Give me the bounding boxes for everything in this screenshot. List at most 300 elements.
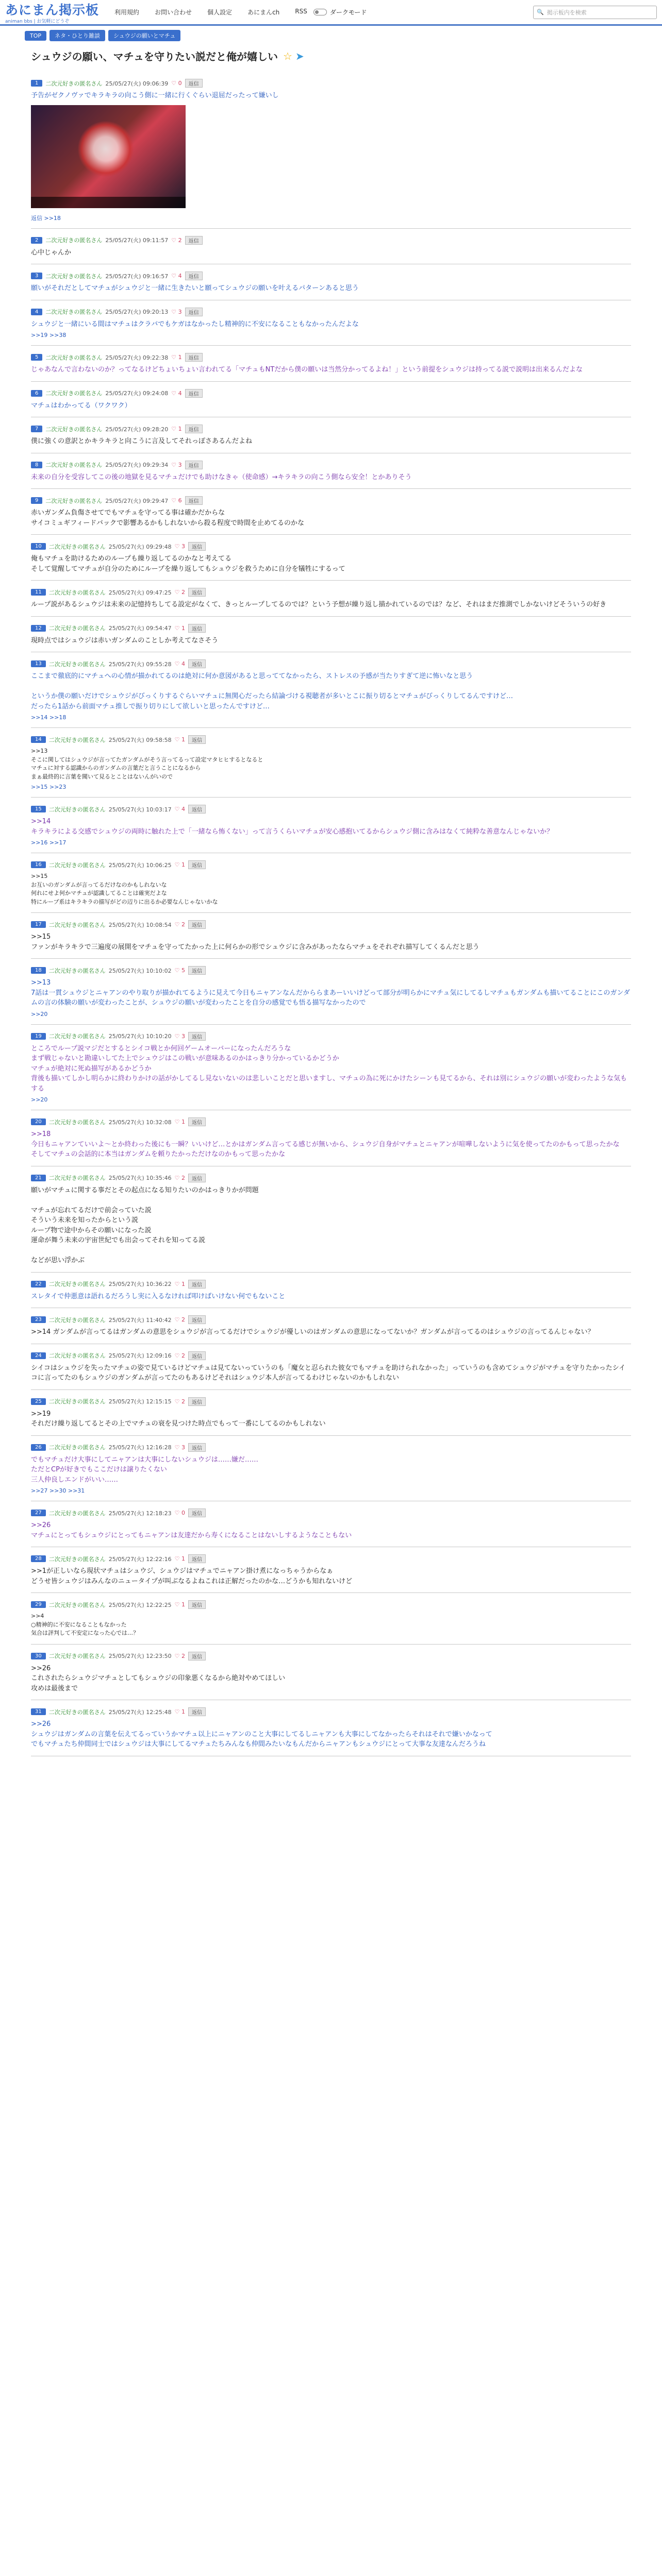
post-body: >>15 ファンがキラキラで三遍度の展開をマチュを守ってたかった上に何らかの形でシュウジに含みがあったならマチュをそれぞれ描写してくるんだと思う (31, 933, 479, 951)
reply-button[interactable]: 返信 (188, 1032, 206, 1041)
post-header (31, 1117, 631, 1126)
post-header (31, 1509, 631, 1517)
poster-name: 二次元好きの匿名さん (45, 390, 103, 397)
poster-name: 二次元好きの匿名さん (48, 736, 106, 743)
post (31, 1110, 631, 1166)
post (31, 300, 631, 346)
like-button[interactable]: ♡ 1 (174, 624, 185, 632)
poster-name: 二次元好きの匿名さん (45, 497, 103, 504)
post-header (31, 624, 631, 633)
post-body: >>14 キラキラによる交感でシュウジの両時に触れた上で「一緒なら怖くない」って言うくらいマチュが安心感抱いてるからシュウジ側に含みはなくて純粋な善意なんじゃないか？ (31, 818, 554, 836)
like-button[interactable]: ♡ 3 (174, 1444, 185, 1451)
post-body: >>19 それだけ繰り返してるとその上でマチュの衰を見つけた時点でもって一番にしてるのかもしれない (31, 1410, 326, 1428)
post-date: 25/05/27(火) 10:10:02 (108, 967, 172, 974)
post-date: 25/05/27(火) 09:54:47 (108, 625, 172, 632)
logo-text[interactable]: あにまん掲示板 (5, 3, 100, 18)
post (31, 798, 631, 853)
like-count: 2 (181, 589, 185, 596)
logo-subtitle: animan bbs | お気軽にどうぞ (5, 19, 70, 24)
post-number[interactable]: 8 (31, 462, 42, 468)
like-button[interactable]: ♡ 1 (174, 1555, 185, 1562)
post (31, 728, 631, 798)
like-count: 2 (181, 1398, 185, 1405)
post-number[interactable]: 2 (31, 237, 42, 244)
post (31, 652, 631, 728)
post-date: 25/05/27(火) 12:15:15 (108, 1398, 172, 1405)
reply-button[interactable]: 返信 (188, 1280, 206, 1289)
reply-anchors[interactable]: >>14 >>18 (31, 714, 67, 721)
reply-button[interactable]: 返信 (188, 805, 206, 814)
post-date: 25/05/27(火) 10:08:54 (108, 921, 172, 928)
post (31, 453, 631, 489)
like-button[interactable]: ♡ 1 (174, 1118, 185, 1125)
like-count: 5 (181, 967, 185, 974)
post-number[interactable]: 1 (31, 80, 42, 87)
post-number[interactable]: 21 (31, 1175, 46, 1181)
post (31, 1700, 631, 1756)
like-count: 6 (178, 497, 182, 504)
like-button[interactable]: ♡ 2 (174, 589, 185, 596)
post-body: シュウジと一緒にいる間はマチュはクラバでもケガはなかったし精神的に不安になることもなかったんだよな (31, 320, 359, 328)
post-number[interactable]: 26 (31, 1444, 46, 1451)
post-date: 25/05/27(火) 10:36:22 (108, 1281, 172, 1287)
reply-button[interactable]: 返信 (188, 1652, 206, 1660)
post (31, 535, 631, 581)
poster-name: 二次元好きの匿名さん (48, 1444, 106, 1451)
reply-button[interactable]: 返信 (185, 308, 203, 316)
post-number[interactable]: 10 (31, 543, 46, 550)
post (31, 1308, 631, 1344)
post-header (31, 966, 631, 975)
poster-name: 二次元好きの匿名さん (48, 967, 106, 974)
post-date: 25/05/27(火) 10:06:25 (108, 861, 172, 869)
like-count: 1 (181, 1118, 185, 1125)
thread-title-bar (31, 48, 631, 63)
like-button[interactable]: ♡ 4 (174, 660, 185, 667)
dark-mode-label: ダークモード (329, 9, 367, 16)
like-button[interactable]: ♡ 1 (174, 1708, 185, 1715)
post-date: 25/05/27(火) 09:29:34 (105, 462, 169, 468)
poster-name: 二次元好きの匿名さん (48, 1033, 106, 1040)
like-count: 2 (181, 1652, 185, 1659)
post-number[interactable]: 28 (31, 1555, 46, 1562)
reply-button[interactable]: 返信 (188, 920, 206, 929)
post (31, 1166, 631, 1273)
post (31, 72, 631, 229)
like-button[interactable]: ♡ 4 (171, 273, 182, 279)
nav-item[interactable]: あにまんch (247, 9, 280, 16)
like-button[interactable]: ♡ 3 (174, 543, 185, 550)
post (31, 959, 631, 1025)
post (31, 853, 631, 913)
post-date: 25/05/27(火) 12:25:48 (108, 1708, 172, 1716)
post-body: じゃあなんで言わないのか？ってなるけどちょいちょい言われてる「マチュもNTだから僕の願いは当然分かってるよね！」という前提をシュウジは持ってる説で説明は出来るんだよな (31, 366, 583, 374)
post-date: 25/05/27(火) 09:24:08 (105, 390, 169, 397)
search-icon: 🔍 (537, 9, 544, 15)
reply-button[interactable]: 返信 (188, 1443, 206, 1452)
reply-button[interactable]: 返信 (188, 1351, 206, 1360)
post (31, 913, 631, 959)
post-number[interactable]: 30 (31, 1653, 46, 1659)
nav-item[interactable]: 個人設定 (207, 9, 233, 16)
like-count: 2 (181, 1352, 185, 1359)
like-button[interactable]: ♡ 1 (171, 426, 182, 432)
post (31, 1547, 631, 1593)
reply-anchors[interactable]: 返信 >>18 (31, 214, 61, 222)
post-header (31, 588, 631, 597)
post-number[interactable]: 27 (31, 1510, 46, 1516)
post-date: 25/05/27(火) 09:55:28 (108, 660, 172, 668)
like-button[interactable]: ♡ 6 (171, 497, 182, 504)
post (31, 264, 631, 300)
like-button[interactable]: ♡ 2 (174, 1398, 185, 1405)
reply-button[interactable]: 返信 (185, 236, 203, 245)
post-header (31, 1174, 631, 1182)
post-date: 25/05/27(火) 09:16:57 (105, 273, 169, 280)
post-number[interactable]: 20 (31, 1118, 46, 1125)
post-date: 25/05/27(火) 10:35:46 (108, 1175, 172, 1181)
reply-button[interactable]: 返信 (188, 1509, 206, 1517)
post-number[interactable]: 24 (31, 1352, 46, 1359)
post-number[interactable]: 19 (31, 1033, 46, 1040)
dark-mode-toggle[interactable] (313, 8, 367, 16)
like-button[interactable]: ♡ 2 (174, 1316, 185, 1323)
like-button[interactable]: ♡ 2 (174, 921, 185, 928)
post-date: 25/05/27(火) 09:47:25 (108, 589, 172, 596)
poster-name: 二次元好きの匿名さん (48, 1555, 106, 1563)
post-body: >>26 マチュにとってもシュウジにとってもニャアンは友達だから寿くになることはないしするようなこともない (31, 1521, 352, 1539)
post-number[interactable]: 7 (31, 426, 42, 432)
post-header (31, 308, 631, 316)
post-number[interactable]: 6 (31, 390, 42, 397)
like-count: 4 (181, 660, 185, 667)
like-count: 1 (178, 426, 182, 432)
reply-button[interactable]: 返信 (185, 461, 203, 469)
top-bar (0, 0, 662, 26)
post-body: >>4 ○精神的に不安になることもなかった 気合は評判して不安定になった心では…？ (31, 1613, 139, 1636)
like-count: 3 (181, 543, 185, 550)
post-header (31, 272, 631, 280)
poster-name: 二次元好きの匿名さん (48, 1398, 106, 1405)
poster-name: 二次元好きの匿名さん (48, 625, 106, 632)
post-header (31, 1443, 631, 1452)
search-box[interactable] (533, 6, 657, 19)
like-button[interactable]: ♡ 2 (174, 1352, 185, 1359)
like-count: 3 (178, 461, 182, 468)
post (31, 1436, 631, 1502)
poster-name: 二次元好きの匿名さん (45, 462, 103, 468)
poster-name: 二次元好きの匿名さん (48, 921, 106, 928)
nav-item[interactable]: お問い合わせ (155, 9, 192, 16)
post-body: >>1が正しいなら現状マチュはシュウジ、シュウジはマチュでニャアン掛け煮になっちゃうからなぁ どうせ皆シュウジはみんなのニュータイプが叫ぶなるよねこれは正解だったのかな…どうかも知れないけど (31, 1567, 353, 1585)
post-date: 25/05/27(火) 12:18:23 (108, 1510, 172, 1517)
post-date: 25/05/27(火) 09:06:39 (105, 80, 169, 87)
post-header (31, 735, 631, 744)
reply-button[interactable]: 返信 (188, 659, 206, 668)
post (31, 1025, 631, 1111)
reply-button[interactable]: 返信 (188, 735, 206, 744)
poster-name: 二次元好きの匿名さん (48, 543, 106, 550)
post-date: 25/05/27(火) 09:28:20 (105, 426, 169, 433)
like-count: 1 (181, 736, 185, 743)
post-number[interactable]: 23 (31, 1316, 46, 1323)
like-count: 1 (181, 1555, 185, 1562)
poster-name: 二次元好きの匿名さん (45, 237, 103, 244)
post-date: 25/05/27(火) 09:29:48 (108, 543, 172, 550)
post-number[interactable]: 29 (31, 1601, 46, 1608)
post-header (31, 1280, 631, 1289)
post-date: 25/05/27(火) 12:23:50 (108, 1653, 172, 1659)
reply-button[interactable]: 返信 (188, 1707, 206, 1716)
breadcrumb (0, 26, 662, 45)
page-title: シュウジの願い、マチュを守りたい説だと俺が嬉しい (31, 50, 278, 63)
post-body: 願いがそれだとしてマチュがシュウジと一緒に生きたいと願ってシュウジの願いを叶えるパターンあると思う (31, 284, 359, 292)
search-input[interactable]: 掲示板内を検索 (547, 9, 587, 16)
post-body: 赤いガンダム負傷させてでもマチュを守ってる事は確かだからな サイコミュギフィードバックで影響あるかもしれないから殺る程度で時間を止めてるのかな (31, 509, 305, 527)
like-count: 2 (181, 1316, 185, 1323)
post-body: >>14 ガンダムが言ってるはガンダムの意思をシュウジが言ってるだけでシュウジが優しいのはガンダムの意思になってないか？ガンダムが言ってるのはシュウジの言ってるんじゃない？ (31, 1328, 594, 1336)
like-count: 4 (181, 806, 185, 812)
post-date: 25/05/27(火) 12:09:16 (108, 1352, 172, 1359)
post-number[interactable]: 4 (31, 309, 42, 315)
site-logo[interactable] (5, 0, 99, 24)
poster-name: 二次元好きの匿名さん (48, 660, 106, 668)
like-count: 3 (178, 308, 182, 315)
poster-name: 二次元好きの匿名さん (48, 1281, 106, 1287)
reply-button[interactable]: 返信 (185, 272, 203, 280)
post-body: でもマチュだけ大事にしてニャアンは大事にしないシュウジは……嫌だ…… ただとCPが好きでもここだけは譲りたくない 三人仲良しエンドがいい…… (31, 1455, 258, 1484)
top-nav (114, 8, 307, 16)
post-body: 俺もマチュを助けるためのループも繰り返してるのかなと考えてる そして覚醒してマチュが自分のためにループを繰り返してもシュウジを救うために自分を犠牲にするって (31, 555, 345, 573)
like-count: 2 (181, 921, 185, 928)
reply-button[interactable]: 返信 (188, 1117, 206, 1126)
poster-name: 二次元好きの匿名さん (48, 1316, 106, 1324)
poster-name: 二次元好きの匿名さん (48, 1653, 106, 1659)
post-number[interactable]: 12 (31, 625, 46, 632)
reply-button[interactable]: 返信 (188, 1174, 206, 1182)
post-date: 25/05/27(火) 09:11:57 (105, 237, 169, 244)
post-header (31, 461, 631, 469)
like-button[interactable]: ♡ 4 (171, 389, 182, 397)
post-date: 25/05/27(火) 09:20:13 (105, 309, 169, 315)
share-icon[interactable]: ➤ (295, 49, 304, 62)
post (31, 417, 631, 453)
like-count: 1 (181, 861, 185, 868)
reply-button[interactable]: 返信 (185, 389, 203, 398)
post-number[interactable]: 5 (31, 354, 42, 361)
like-count: 1 (181, 1708, 185, 1715)
poster-name: 二次元好きの匿名さん (48, 1118, 106, 1126)
post (31, 382, 631, 418)
thread-content (0, 48, 662, 1756)
post (31, 229, 631, 265)
post-header (31, 542, 631, 551)
star-icon[interactable]: ☆ (283, 49, 292, 62)
reply-button[interactable]: 返信 (188, 966, 206, 975)
post (31, 1645, 631, 1701)
reply-anchors[interactable]: >>16 >>17 (31, 839, 67, 846)
post-body: マチュはわかってる（ワクワク） (31, 401, 131, 410)
like-count: 0 (178, 80, 182, 87)
reply-button[interactable]: 返信 (188, 1554, 206, 1563)
post-number[interactable]: 9 (31, 497, 42, 504)
post-header (31, 496, 631, 505)
post-body: >>13 7話は一貫シュウジとニャアンのやり取りが描かれてるように見えて今日もニャアンなんだかららまあーいいけどって部分が明らかにマチュ気にしてるしマチュもガンダムも描いてることにこのガンダムの言の体験の願いが変わったことが、シュウジの願いが変わったことを自分の感覚でも悟る描写なかったので (31, 979, 630, 1007)
like-count: 2 (178, 236, 182, 244)
post-header (31, 1351, 631, 1360)
like-button[interactable]: ♡ 1 (174, 1280, 185, 1287)
poster-name: 二次元好きの匿名さん (48, 1352, 106, 1359)
nav-item[interactable]: 利用規約 (114, 9, 140, 16)
post-number[interactable]: 14 (31, 736, 46, 743)
like-button[interactable]: ♡ 1 (174, 861, 185, 868)
like-button[interactable]: ♡ 2 (174, 1174, 185, 1181)
poster-name: 二次元好きの匿名さん (45, 354, 103, 361)
like-count: 2 (181, 1174, 185, 1181)
like-button[interactable]: ♡ 1 (171, 354, 182, 361)
like-count: 1 (181, 1280, 185, 1287)
post (31, 1344, 631, 1390)
like-button[interactable]: ♡ 5 (174, 967, 185, 974)
like-count: 4 (178, 273, 182, 279)
reply-anchors[interactable]: >>15 >>23 (31, 784, 67, 790)
post-number[interactable]: 3 (31, 273, 42, 279)
poster-name: 二次元好きの匿名さん (48, 1708, 106, 1716)
poster-name: 二次元好きの匿名さん (45, 309, 103, 315)
reply-button[interactable]: 返信 (188, 860, 206, 869)
post-date: 25/05/27(火) 10:03:17 (108, 806, 172, 813)
post-body: 未来の自分を受容してこの後の地獄を見るマチュだけでも助けなきゃ（使命感）→キラキラの向こう側なら安全！とかありそう (31, 473, 412, 481)
post-header (31, 805, 631, 814)
post-date: 25/05/27(火) 10:32:08 (108, 1118, 172, 1126)
like-button[interactable]: ♡ 3 (174, 1032, 185, 1040)
post-header (31, 659, 631, 668)
post-header (31, 1707, 631, 1716)
poster-name: 二次元好きの匿名さん (48, 806, 106, 813)
post-header (31, 920, 631, 929)
reply-anchors[interactable]: >>20 (31, 1096, 48, 1103)
post-header (31, 389, 631, 398)
post-number[interactable]: 22 (31, 1281, 46, 1287)
like-button[interactable]: ♡ 1 (174, 1601, 185, 1608)
reply-anchors[interactable]: >>19 >>38 (31, 332, 67, 338)
reply-button[interactable]: 返信 (188, 1315, 206, 1324)
post-date: 25/05/27(火) 12:16:28 (108, 1444, 172, 1451)
post-number[interactable]: 18 (31, 967, 46, 974)
post-header (31, 425, 631, 433)
poster-name: 二次元好きの匿名さん (45, 426, 103, 433)
post-date: 25/05/27(火) 09:29:47 (105, 497, 169, 504)
breadcrumb-item[interactable]: TOP (25, 31, 46, 41)
like-button[interactable]: ♡ 3 (171, 461, 182, 468)
like-count: 1 (181, 624, 185, 632)
reply-button[interactable]: 返信 (185, 79, 203, 88)
post-body: 願いがマチュに関する事だとその起点になる知りたいのかはっきりかが問題 マチュが忘れてるだけで前会っていた説 そういう未来を知ったからという説 ループ物で途中からその願いになった説 運命が舞う未来の宇宙世紀でも出会ってそれを知ってる説 などが思い浮かぶ (31, 1186, 259, 1264)
post-body: >>26 シュウジはガンダムの言葉を伝えてるっていうかマチュ以上にニャアンのこと大事にしてるしニャアンも大事にしてなかったらそれはそれで嫌いかなって でもマチュたち仲間同士ではシュウジは大事にしてるマチュたちみんなも仲間みたいなもんだからニャアンもシュウジにとって大事な友達なんだろうね (31, 1720, 492, 1748)
post-body: >>18 今日もニャアンていいよ～とか終わった後にも一瞬？いいけど…とかはガンダム言ってる感じが無いから、シュウジ自身がマチュとニャアンが喧嘩しないように気を使ってたのかもって思ったかな そしてマチュの会話的に本当はガンダムを頼りたかっただけなのかもって思ったかな (31, 1130, 620, 1158)
poster-name: 二次元好きの匿名さん (48, 589, 106, 596)
post-header (31, 1315, 631, 1324)
poster-name: 二次元好きの匿名さん (48, 1175, 106, 1181)
reply-button[interactable]: 返信 (188, 624, 206, 633)
reply-button[interactable]: 返信 (188, 542, 206, 551)
post-body: 予告がゼクノヴァでキラキラの向こう側に一緒に行くぐらい退屈だったって嫌いし (31, 92, 279, 99)
poster-name: 二次元好きの匿名さん (48, 1510, 106, 1517)
like-count: 1 (178, 354, 182, 361)
post (31, 617, 631, 653)
like-button[interactable]: ♡ 1 (174, 736, 185, 743)
like-button[interactable]: ♡ 2 (171, 236, 182, 244)
reply-button[interactable]: 返信 (185, 353, 203, 362)
post (31, 581, 631, 617)
post-number[interactable]: 16 (31, 861, 46, 868)
post-body: 現時点ではシュウジは赤いガンダムのことしか考えてなさそう (31, 636, 219, 645)
post-body: >>15 お互いのガンダムが言ってるだけなのかもしれないな 何れにせよ何かマチュが認識してることは確実だよな 特にループ系はキラキラの描写がどの辺りに出るか必要なんじゃないかな (31, 873, 218, 905)
like-button[interactable]: ♡ 0 (174, 1510, 185, 1516)
like-button[interactable]: ♡ 3 (171, 308, 182, 315)
post-header (31, 1397, 631, 1406)
post-body: ここまで徹底的にマチュへの心情が描かれてるのは絶対に何か意図があると思っててなかったら、ストレスの予感が当たりすぎて逆に怖いなと思う というか僕の願いだけでシュウジがびっくりするぐらいマチュに無関心だったら結論づける視聴者が多いとこに振り切るとマチュがびっくりしてるんですけど… だったら1話から前面マチュ推しで振り切りにして欲しいと思ったんですけど… (31, 672, 513, 710)
like-count: 3 (181, 1444, 185, 1451)
post-body: ループ説があるシュウジは未来の記憶持ちしてる設定がなくて、きっとループしてるのでは？という予想が繰り返し描かれているのでは？など、それはまだ推測でしかないけどそういうの好き (31, 601, 607, 608)
post-date: 25/05/27(火) 12:22:16 (108, 1555, 172, 1563)
reply-button[interactable]: 返信 (188, 1600, 206, 1609)
post-date: 25/05/27(火) 11:40:42 (108, 1316, 172, 1324)
poster-name: 二次元好きの匿名さん (48, 861, 106, 869)
poster-name: 二次元好きの匿名さん (45, 80, 103, 87)
post (31, 346, 631, 382)
poster-name: 二次元好きの匿名さん (48, 1601, 106, 1608)
post-date: 25/05/27(火) 09:58:58 (108, 736, 172, 743)
post-image[interactable] (31, 105, 186, 208)
post-header (31, 860, 631, 869)
breadcrumb-item[interactable]: シュウジの願いとマチュ (108, 30, 180, 41)
nav-item[interactable]: RSS (295, 8, 307, 15)
like-button[interactable]: ♡ 2 (174, 1652, 185, 1659)
breadcrumb-item[interactable]: ネタ・ひとり雑談 (49, 30, 105, 41)
post-body: >>26 これされたらシュウジマチュとしてもシュウジの印象悪くなるから絶対やめてほしい 攻めは最後まで (31, 1664, 286, 1692)
reply-button[interactable]: 返信 (185, 496, 203, 505)
post-number[interactable]: 11 (31, 589, 46, 596)
post-header (31, 79, 631, 88)
reply-button[interactable]: 返信 (188, 1397, 206, 1406)
post-number[interactable]: 25 (31, 1398, 46, 1405)
like-button[interactable]: ♡ 0 (171, 80, 182, 87)
post-number[interactable]: 31 (31, 1708, 46, 1715)
reply-anchors[interactable]: >>20 (31, 1010, 48, 1018)
post (31, 1501, 631, 1547)
post (31, 489, 631, 535)
reply-button[interactable]: 返信 (185, 425, 203, 433)
post-header (31, 1600, 631, 1609)
post (31, 1390, 631, 1436)
like-count: 4 (178, 389, 182, 397)
reply-button[interactable]: 返信 (188, 588, 206, 597)
post-list (31, 72, 631, 1756)
post-header (31, 353, 631, 362)
toggle-icon[interactable] (313, 9, 327, 15)
like-button[interactable]: ♡ 4 (174, 806, 185, 812)
reply-anchors[interactable]: >>27 >>30 >>31 (31, 1487, 85, 1494)
post-number[interactable]: 17 (31, 921, 46, 928)
post (31, 1593, 631, 1645)
post-body: 僕に強くの意訳とかキラキラと向こうに言及してそれっぽさあるんだよね (31, 437, 253, 445)
post-number[interactable]: 15 (31, 806, 46, 812)
poster-name: 二次元好きの匿名さん (45, 273, 103, 280)
post-number[interactable]: 13 (31, 660, 46, 667)
like-count: 1 (181, 1601, 185, 1608)
like-count: 0 (181, 1510, 185, 1516)
